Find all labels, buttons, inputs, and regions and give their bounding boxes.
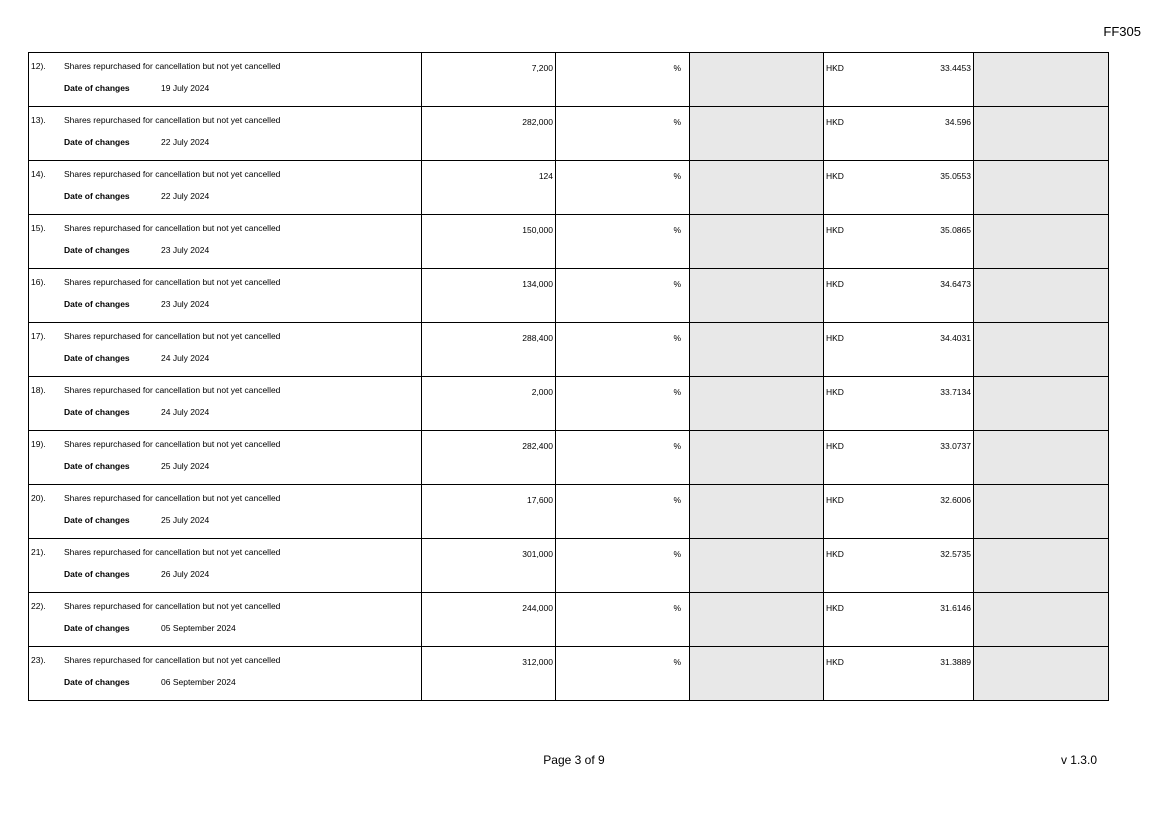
shaded-cell [974, 485, 1109, 539]
shaded-cell [974, 107, 1109, 161]
percent-sign: % [673, 657, 681, 667]
shares-cell [422, 107, 556, 161]
percent-cell [556, 377, 690, 431]
shaded-cell [974, 215, 1109, 269]
row-description: Shares repurchased for cancellation but not yet cancelled [64, 277, 281, 287]
shaded-cell [974, 161, 1109, 215]
shares-cell [422, 269, 556, 323]
form-code: FF305 [1103, 24, 1141, 39]
price-cell [824, 215, 974, 269]
shares-cell [422, 485, 556, 539]
date-of-changes-label: Date of changes [64, 137, 130, 147]
percent-cell [556, 431, 690, 485]
description-cell [29, 377, 422, 431]
price-value: 33.7134 [940, 387, 971, 397]
date-value: 23 July 2024 [161, 299, 210, 309]
shaded-cell [974, 431, 1109, 485]
row-index: 23). [31, 655, 46, 665]
date-of-changes-label: Date of changes [64, 245, 130, 255]
repurchase-table-body [29, 53, 1109, 701]
date-of-changes-label: Date of changes [64, 569, 130, 579]
shares-value: 282,400 [522, 441, 553, 451]
row-index: 21). [31, 547, 46, 557]
shares-cell [422, 323, 556, 377]
price-cell [824, 377, 974, 431]
shaded-cell [690, 647, 824, 701]
currency-label: HKD [826, 171, 844, 181]
shares-cell [422, 539, 556, 593]
shares-cell [422, 593, 556, 647]
shaded-cell [690, 593, 824, 647]
table-row [29, 215, 1109, 269]
shaded-cell [974, 377, 1109, 431]
percent-sign: % [673, 603, 681, 613]
shaded-cell [690, 107, 824, 161]
repurchase-table [28, 52, 1109, 701]
price-cell [824, 269, 974, 323]
shaded-cell [690, 323, 824, 377]
currency-label: HKD [826, 117, 844, 127]
table-row [29, 377, 1109, 431]
currency-label: HKD [826, 549, 844, 559]
shares-cell [422, 377, 556, 431]
percent-cell [556, 161, 690, 215]
price-cell [824, 107, 974, 161]
price-cell [824, 431, 974, 485]
shares-value: 17,600 [527, 495, 553, 505]
percent-cell [556, 215, 690, 269]
description-cell [29, 485, 422, 539]
row-description: Shares repurchased for cancellation but not yet cancelled [64, 385, 281, 395]
date-of-changes-label: Date of changes [64, 191, 130, 201]
date-value: 19 July 2024 [161, 83, 210, 93]
row-index: 17). [31, 331, 46, 341]
shaded-cell [690, 485, 824, 539]
shaded-cell [974, 323, 1109, 377]
row-description: Shares repurchased for cancellation but not yet cancelled [64, 331, 281, 341]
table-row [29, 269, 1109, 323]
shaded-cell [974, 53, 1109, 107]
currency-label: HKD [826, 279, 844, 289]
price-cell [824, 53, 974, 107]
currency-label: HKD [826, 63, 844, 73]
date-value: 05 September 2024 [161, 623, 236, 633]
date-of-changes-label: Date of changes [64, 461, 130, 471]
page-number: Page 3 of 9 [543, 753, 605, 767]
description-cell [29, 647, 422, 701]
table-row [29, 485, 1109, 539]
price-value: 34.4031 [940, 333, 971, 343]
price-value: 35.0553 [940, 171, 971, 181]
date-value: 25 July 2024 [161, 461, 210, 471]
currency-label: HKD [826, 225, 844, 235]
table-row [29, 161, 1109, 215]
shaded-cell [690, 215, 824, 269]
currency-label: HKD [826, 387, 844, 397]
percent-cell [556, 539, 690, 593]
shaded-cell [690, 53, 824, 107]
row-description: Shares repurchased for cancellation but not yet cancelled [64, 223, 281, 233]
row-index: 18). [31, 385, 46, 395]
description-cell [29, 215, 422, 269]
date-value: 25 July 2024 [161, 515, 210, 525]
price-value: 34.596 [945, 117, 971, 127]
row-description: Shares repurchased for cancellation but not yet cancelled [64, 601, 281, 611]
currency-label: HKD [826, 333, 844, 343]
row-index: 22). [31, 601, 46, 611]
percent-sign: % [673, 63, 681, 73]
shares-value: 134,000 [522, 279, 553, 289]
description-cell [29, 161, 422, 215]
price-cell [824, 161, 974, 215]
price-cell [824, 485, 974, 539]
percent-sign: % [673, 279, 681, 289]
price-value: 32.5735 [940, 549, 971, 559]
date-of-changes-label: Date of changes [64, 299, 130, 309]
shares-value: 150,000 [522, 225, 553, 235]
shaded-cell [690, 377, 824, 431]
shares-cell [422, 215, 556, 269]
shares-value: 288,400 [522, 333, 553, 343]
date-value: 22 July 2024 [161, 137, 210, 147]
price-value: 34.6473 [940, 279, 971, 289]
percent-cell [556, 485, 690, 539]
row-description: Shares repurchased for cancellation but not yet cancelled [64, 493, 281, 503]
shaded-cell [690, 269, 824, 323]
date-of-changes-label: Date of changes [64, 83, 130, 93]
date-of-changes-label: Date of changes [64, 407, 130, 417]
row-index: 13). [31, 115, 46, 125]
currency-label: HKD [826, 657, 844, 667]
price-value: 31.3889 [940, 657, 971, 667]
date-value: 06 September 2024 [161, 677, 236, 687]
price-cell [824, 647, 974, 701]
price-cell [824, 323, 974, 377]
shares-cell [422, 161, 556, 215]
table-row [29, 539, 1109, 593]
percent-cell [556, 593, 690, 647]
currency-label: HKD [826, 441, 844, 451]
description-cell [29, 269, 422, 323]
shaded-cell [690, 539, 824, 593]
shares-value: 124 [538, 171, 553, 181]
date-of-changes-label: Date of changes [64, 515, 130, 525]
shaded-cell [974, 593, 1109, 647]
description-cell [29, 53, 422, 107]
currency-label: HKD [826, 495, 844, 505]
shares-value: 312,000 [522, 657, 553, 667]
date-value: 26 July 2024 [161, 569, 210, 579]
row-description: Shares repurchased for cancellation but not yet cancelled [64, 61, 281, 71]
percent-sign: % [673, 171, 681, 181]
row-description: Shares repurchased for cancellation but not yet cancelled [64, 547, 281, 557]
table-row [29, 593, 1109, 647]
version-label: v 1.3.0 [1060, 753, 1097, 767]
percent-cell [556, 53, 690, 107]
shaded-cell [974, 269, 1109, 323]
date-value: 23 July 2024 [161, 245, 210, 255]
description-cell [29, 323, 422, 377]
percent-sign: % [673, 225, 681, 235]
shares-cell [422, 53, 556, 107]
date-of-changes-label: Date of changes [64, 353, 130, 363]
price-value: 33.0737 [940, 441, 971, 451]
row-description: Shares repurchased for cancellation but not yet cancelled [64, 169, 281, 179]
shaded-cell [974, 647, 1109, 701]
shares-value: 2,000 [531, 387, 553, 397]
percent-sign: % [673, 441, 681, 451]
percent-cell [556, 647, 690, 701]
description-cell [29, 539, 422, 593]
row-index: 19). [31, 439, 46, 449]
table-row [29, 107, 1109, 161]
percent-sign: % [673, 387, 681, 397]
date-value: 24 July 2024 [161, 407, 210, 417]
percent-sign: % [673, 549, 681, 559]
row-index: 20). [31, 493, 46, 503]
shares-cell [422, 431, 556, 485]
percent-cell [556, 107, 690, 161]
date-value: 24 July 2024 [161, 353, 210, 363]
price-value: 35.0865 [940, 225, 971, 235]
price-cell [824, 593, 974, 647]
date-of-changes-label: Date of changes [64, 677, 130, 687]
row-index: 15). [31, 223, 46, 233]
percent-sign: % [673, 117, 681, 127]
description-cell [29, 593, 422, 647]
row-description: Shares repurchased for cancellation but not yet cancelled [64, 439, 281, 449]
price-value: 33.4453 [940, 63, 971, 73]
row-index: 16). [31, 277, 46, 287]
shares-value: 7,200 [531, 63, 553, 73]
shaded-cell [974, 539, 1109, 593]
table-row [29, 53, 1109, 107]
price-cell [824, 539, 974, 593]
price-value: 32.6006 [940, 495, 971, 505]
description-cell [29, 107, 422, 161]
shaded-cell [690, 161, 824, 215]
shaded-cell [690, 431, 824, 485]
shares-value: 301,000 [522, 549, 553, 559]
row-index: 14). [31, 169, 46, 179]
table-row [29, 647, 1109, 701]
description-cell [29, 431, 422, 485]
percent-sign: % [673, 495, 681, 505]
price-value: 31.6146 [940, 603, 971, 613]
row-description: Shares repurchased for cancellation but not yet cancelled [64, 655, 281, 665]
date-of-changes-label: Date of changes [64, 623, 130, 633]
percent-sign: % [673, 333, 681, 343]
currency-label: HKD [826, 603, 844, 613]
percent-cell [556, 269, 690, 323]
shares-value: 282,000 [522, 117, 553, 127]
table-row [29, 431, 1109, 485]
percent-cell [556, 323, 690, 377]
shares-value: 244,000 [522, 603, 553, 613]
date-value: 22 July 2024 [161, 191, 210, 201]
table-row [29, 323, 1109, 377]
row-index: 12). [31, 61, 46, 71]
row-description: Shares repurchased for cancellation but not yet cancelled [64, 115, 281, 125]
shares-cell [422, 647, 556, 701]
